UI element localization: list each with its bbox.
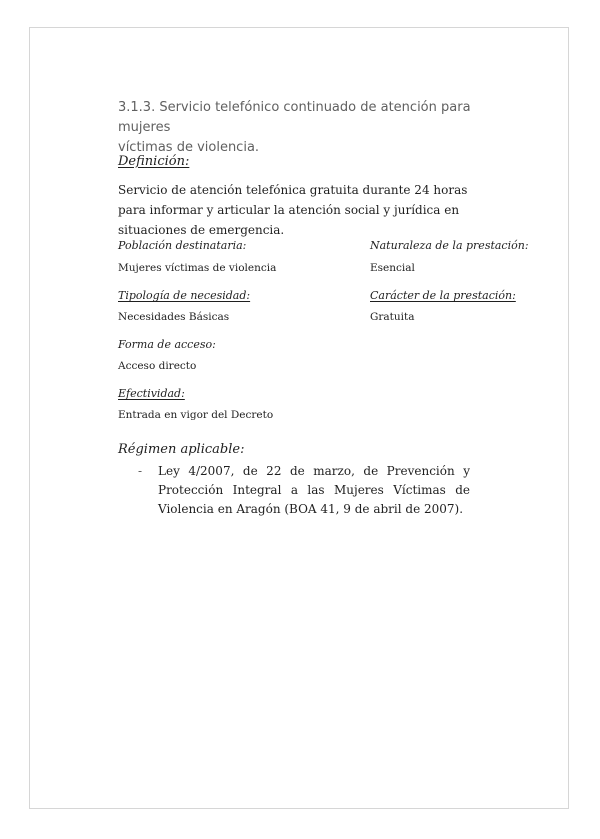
caracter-value: Gratuita xyxy=(370,311,415,323)
naturaleza-label: Naturaleza de la prestación: xyxy=(370,239,529,252)
efectividad-value: Entrada en vigor del Decreto xyxy=(118,409,274,421)
caracter-label: Carácter de la prestación: xyxy=(370,289,516,302)
section-title xyxy=(118,98,478,158)
forma-acceso-label: Forma de acceso: xyxy=(118,338,216,351)
poblacion-value: Mujeres víctimas de violencia xyxy=(118,262,277,274)
regimen-list-item xyxy=(118,462,470,519)
section-title-line2: víctimas de violencia. xyxy=(118,140,260,155)
regimen-list xyxy=(118,462,470,519)
dash-bullet: - xyxy=(138,464,143,478)
regimen-item-text: Ley 4/2007, de 22 de marzo, de Prevención y Protección Integral a las Mujeres Víctimas de Violencia en Aragón (BOA 41, 9 de abril de 2007). xyxy=(158,464,470,516)
section-title-line1: 3.1.3. Servicio telefónico continuado de atención para mujeres xyxy=(118,100,471,135)
poblacion-label: Población destinataria: xyxy=(118,239,247,252)
definicion-text: Servicio de atención telefónica gratuita durante 24 horas para informar y articular la atención social y jurídica en situaciones de emergencia. xyxy=(118,183,468,237)
tipologia-label: Tipología de necesidad: xyxy=(118,289,251,302)
efectividad-label: Efectividad: xyxy=(118,387,185,400)
definicion-label: Definición: xyxy=(118,154,190,169)
naturaleza-value: Esencial xyxy=(370,262,415,274)
forma-acceso-value: Acceso directo xyxy=(118,360,197,372)
tipologia-value: Necesidades Básicas xyxy=(118,311,230,323)
regimen-label: Régimen aplicable: xyxy=(118,442,245,457)
